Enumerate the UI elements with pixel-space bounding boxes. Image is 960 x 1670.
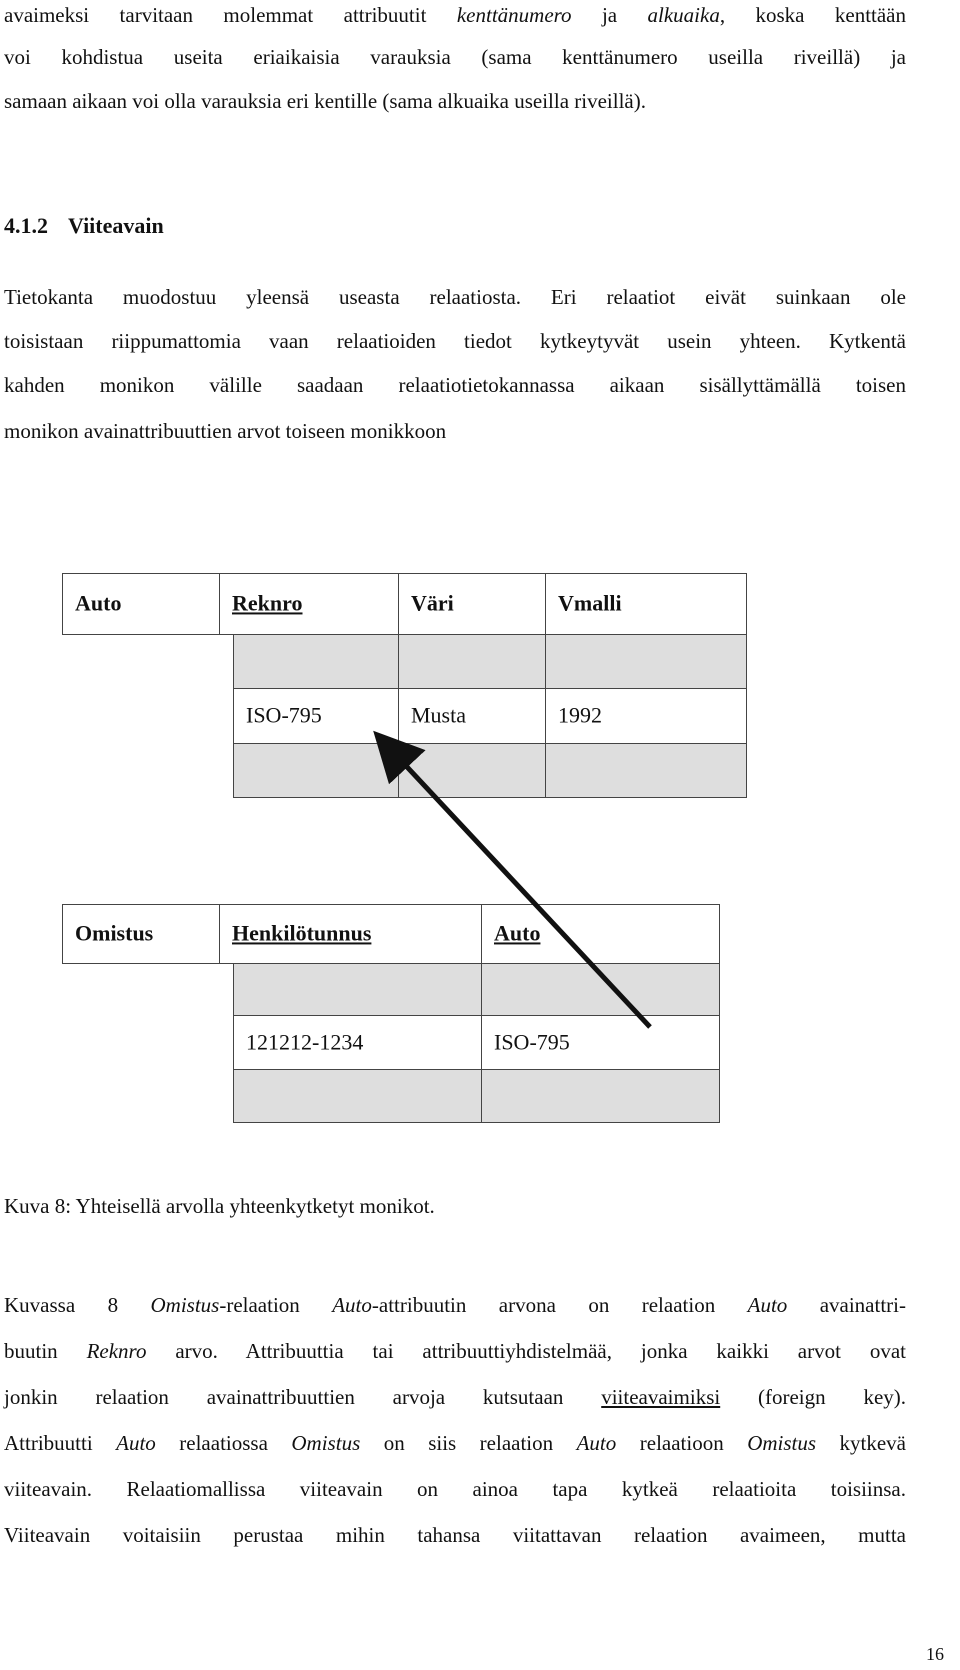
auto-value-reknro: ISO-795 (246, 702, 322, 728)
arrow-line (380, 738, 650, 1027)
text-line: toisistaan riippumattomia vaan relaatioiden tiedot kytkeytyvät usein yhteen. Kytkentä (4, 329, 906, 353)
text-line (4, 1430, 906, 1456)
text-segment: avaimeksi tarvitaan molemmat attribuutit (4, 3, 457, 27)
italic-term: Auto (576, 1431, 617, 1455)
section-number: 4.1.2 (4, 213, 48, 238)
text-line: kahden monikon välille saadaan relaatiotietokannassa aikaan sisällyttämällä toisen (4, 373, 906, 397)
auto-column-reknro: Reknro (232, 590, 303, 616)
text-line: samaan aikaan voi olla varauksia eri kentille (sama alkuaika useilla riveillä). (4, 89, 646, 113)
text-line: Viiteavain voitaisiin perustaa mihin tahansa viitattavan relaation avaimeen, mutta (4, 1523, 906, 1547)
figure-caption: Kuva 8: Yhteisellä arvolla yhteenkytketyt monikot. (4, 1194, 435, 1218)
text-segment: Kuvassa 8 (4, 1293, 151, 1317)
omistus-value-auto: ISO-795 (494, 1028, 570, 1054)
italic-term: kenttänumero (456, 3, 572, 27)
text-segment: kytkevä (816, 1431, 906, 1455)
underlined-term: viiteavaimiksi (601, 1385, 721, 1409)
text-segment: ja (571, 3, 648, 27)
text-segment: , koska kenttään (719, 3, 907, 27)
auto-column-vari: Väri (411, 590, 454, 616)
italic-term: Auto (116, 1431, 156, 1455)
text-segment: relaatioon (616, 1431, 748, 1455)
text-segment: -attribuutin arvona on relaation (371, 1293, 748, 1317)
omistus-column-auto: Auto (494, 920, 541, 946)
italic-term: Auto (332, 1293, 372, 1317)
auto-value-vmalli: 1992 (558, 702, 602, 728)
omistus-value-henkilotunnus: 121212-1234 (246, 1028, 364, 1054)
omistus-column-henkilotunnus: Henkilötunnus (232, 920, 372, 946)
text-line: viiteavain. Relaatiomallissa viiteavain on ainoa tapa kytkeä relaatioita toisiinsa. (4, 1477, 906, 1501)
text-segment: (foreign key). (720, 1385, 907, 1409)
auto-table-name: Auto (75, 590, 122, 616)
text-segment: on siis relaation (360, 1431, 577, 1455)
text-segment: arvo. Attribuuttia tai attribuuttiyhdistelmää, jonka kaikki arvot ovat (146, 1339, 907, 1363)
auto-value-vari: Musta (411, 702, 466, 728)
omistus-table-name: Omistus (75, 920, 154, 946)
text-line (4, 1338, 906, 1364)
text-segment: -relaation (219, 1293, 333, 1317)
italic-term: Omistus (150, 1293, 220, 1317)
text-segment: avainattri- (787, 1293, 906, 1317)
text-segment: jonkin relaation avainattribuuttien arvoja kutsutaan (4, 1385, 602, 1409)
text-line (4, 1292, 906, 1318)
italic-term: Omistus (291, 1431, 361, 1455)
text-segment: buutin (4, 1339, 87, 1363)
text-line (4, 1384, 906, 1410)
text-segment: Attribuutti (4, 1431, 117, 1455)
auto-column-vmalli: Vmalli (558, 590, 622, 616)
italic-term: Reknro (86, 1339, 147, 1363)
italic-term: Omistus (747, 1431, 817, 1455)
text-line: voi kohdistua useita eriaikaisia varauksia (sama kenttänumero useilla riveillä) ja (4, 45, 906, 69)
page-number: 16 (926, 1644, 944, 1664)
text-line: Tietokanta muodostuu yleensä useasta relaatiosta. Eri relaatiot eivät suinkaan ole (4, 285, 906, 309)
italic-term: alkuaika (647, 3, 720, 27)
text-segment: relaatiossa (155, 1431, 292, 1455)
section-title: Viiteavain (68, 213, 164, 238)
text-line: monikon avainattribuuttien arvot toiseen monikkoon (4, 419, 447, 443)
italic-term: Auto (747, 1293, 788, 1317)
